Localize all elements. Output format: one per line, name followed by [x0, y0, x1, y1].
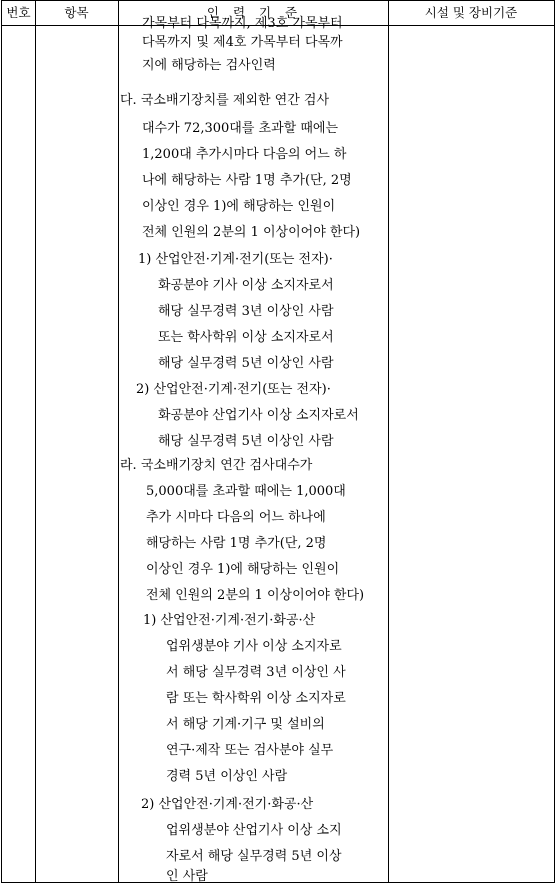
text-line: 업위생분야 산업기사 이상 소지	[166, 823, 342, 838]
text-line: 전체 인원의 2분의 1 이상이어야 한다)	[142, 225, 361, 240]
text-line: 지에 해당하는 검사인력	[142, 58, 276, 73]
text-line: 가목부터 다목까지, 제3호 가목부터	[142, 16, 343, 31]
text-line: 해당하는 사람 1명 추가(단, 2명	[146, 536, 327, 551]
text-line: 다목까지 및 제4호 가목부터 다목까	[142, 35, 343, 50]
text-line: 해당 실무경력 5년 이상인 사람	[158, 356, 334, 371]
column-divider	[118, 1, 119, 882]
text-line: 경력 5년 이상인 사람	[166, 769, 288, 784]
text-line: 추가 시마다 다음의 어느 하나에	[146, 510, 326, 525]
text-line: 2) 산업안전·기계·전기(또는 전자)·	[136, 382, 331, 397]
text-line: 대수가 72,300대를 초과할 때에는	[142, 121, 339, 136]
text-line: 자로서 해당 실무경력 5년 이상	[166, 849, 342, 864]
text-line: 라. 국소배기장치 연간 검사대수가	[120, 458, 313, 473]
text-line: 전체 인원의 2분의 1 이상이어야 한다)	[146, 588, 365, 603]
text-line: 또는 학사학위 이상 소지자로서	[158, 330, 334, 345]
column-divider	[388, 1, 389, 882]
text-line: 나에 해당하는 사람 1명 추가(단, 2명	[142, 173, 352, 188]
text-line: 이상인 경우 1)에 해당하는 인원이	[142, 199, 336, 214]
text-line: 업위생분야 기사 이상 소지자로	[166, 639, 342, 654]
header-personnel-standard: 인 력 기 준	[206, 5, 300, 20]
header-item: 항목	[64, 5, 89, 20]
standards-table	[1, 0, 555, 883]
column-divider	[35, 1, 36, 882]
text-line: 해당 실무경력 3년 이상인 사람	[158, 304, 334, 319]
text-line: 이상인 경우 1)에 해당하는 인원이	[146, 562, 340, 577]
text-line: 화공분야 기사 이상 소지자로서	[158, 278, 334, 293]
text-line: 해당 실무경력 5년 이상인 사람	[158, 434, 334, 449]
text-line: 람 또는 학사학위 이상 소지자로	[166, 691, 346, 706]
text-line: 2) 산업안전·기계·전기·화공·산	[141, 797, 314, 812]
text-line: 1) 산업안전·기계·전기·화공·산	[143, 613, 316, 628]
text-line: 인 사람	[166, 869, 208, 884]
text-line: 서 해당 실무경력 3년 이상인 사	[166, 665, 346, 680]
header-facility-standard: 시설 및 장비기준	[424, 5, 518, 20]
header-number: 번호	[6, 5, 31, 20]
text-line: 다. 국소배기장치를 제외한 연간 검사	[120, 93, 330, 108]
text-line: 5,000대를 초과할 때에는 1,000대	[146, 484, 346, 499]
text-line: 화공분야 산업기사 이상 소지자로서	[158, 408, 359, 423]
text-line: 1,200대 추가시마다 다음의 어느 하	[142, 147, 347, 162]
text-line: 서 해당 기계·기구 및 설비의	[166, 717, 325, 732]
text-line: 1) 산업안전·기계·전기(또는 전자)·	[138, 252, 333, 267]
text-line: 연구·제작 또는 검사분야 실무	[166, 743, 334, 758]
